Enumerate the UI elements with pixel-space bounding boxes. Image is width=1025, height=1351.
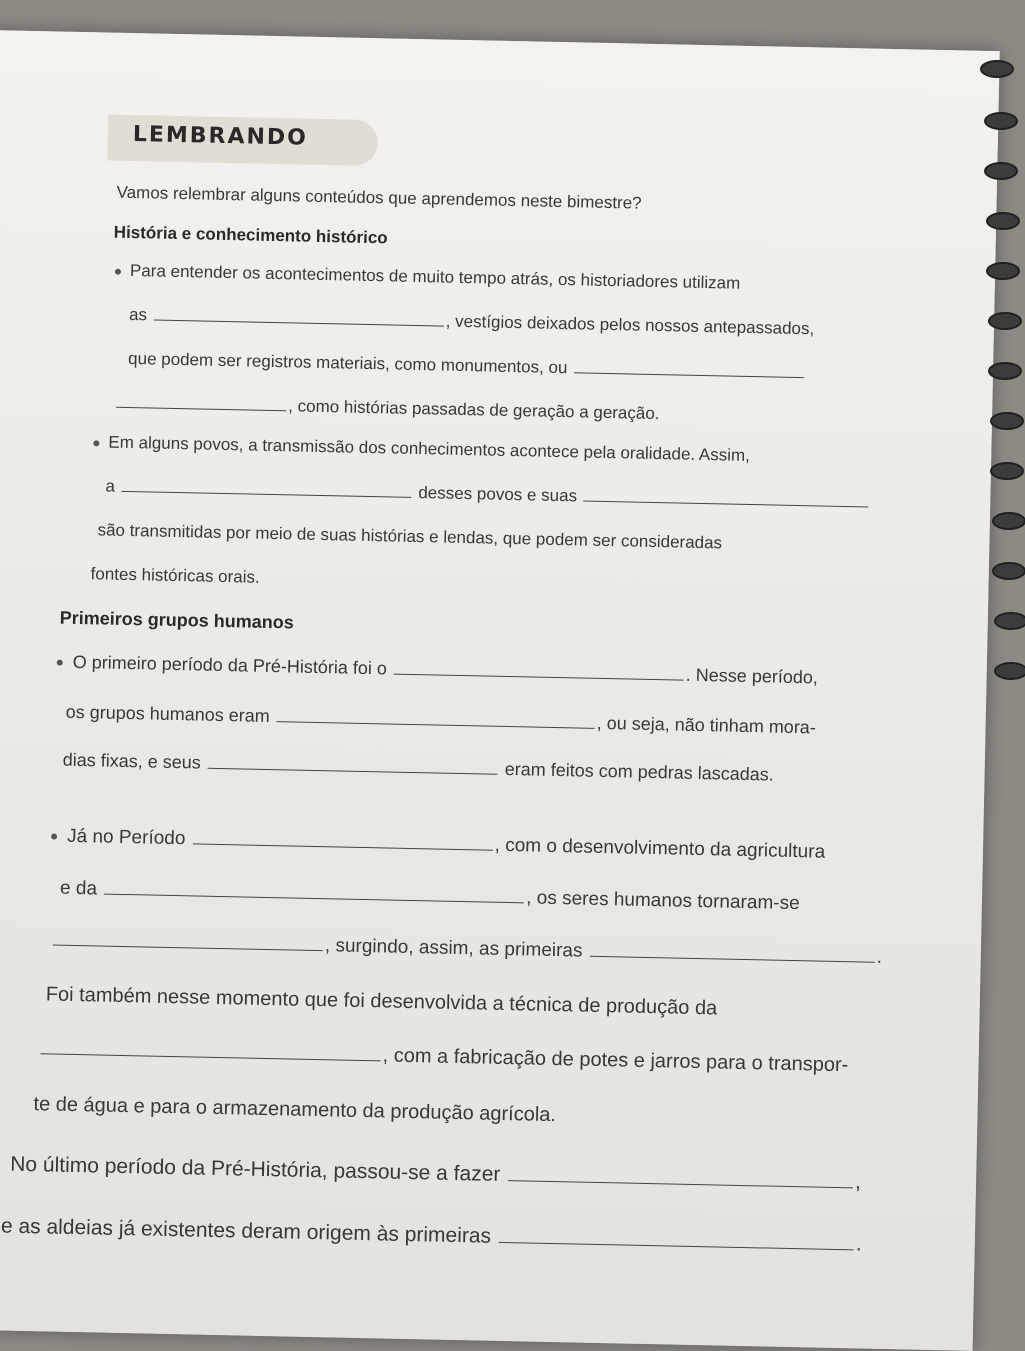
text-line: fontes históricas orais. [90,564,260,587]
text-line [10,1153,861,1195]
text-line [129,305,815,339]
binding-ring [986,212,1020,230]
answer-blank[interactable] [574,358,804,378]
text-fragment: , com o desenvolvimento da agricultura [494,834,826,863]
text-line: Em alguns povos, a transmissão dos conhecimentos acontece pela oralidade. Assim, [108,432,751,466]
text-fragment: . [855,1232,862,1256]
text-line [60,878,800,915]
binding-ring [992,562,1025,580]
text-line [105,477,871,513]
text-fragment: as [128,304,148,325]
text-fragment: desses povos e suas [418,483,578,506]
text-fragment: . Nesse período, [685,664,819,688]
text-fragment: e da [59,877,98,900]
answer-blank[interactable] [208,754,498,775]
answer-blank[interactable] [53,931,323,952]
binding-ring [990,462,1024,480]
binding-ring [988,312,1022,330]
text-line [63,750,775,786]
text-fragment: , [854,1170,862,1194]
text-line: te de água e para o armazenamento da produção agrícola. [33,1093,557,1127]
text-line [38,1037,848,1077]
answer-blank[interactable] [154,305,444,326]
binding-ring [980,60,1014,78]
text-line [1,1214,862,1256]
text-fragment: , vestígios deixados pelos nossos antepassados, [445,311,815,339]
text-line [114,393,660,424]
text-line [73,652,819,689]
text-line [51,929,882,968]
answer-blank[interactable] [590,942,875,963]
text-fragment: a [105,476,116,496]
binding-ring [984,112,1018,130]
text-fragment: , com a fabricação de potes e jarros para o transpor- [382,1044,849,1077]
binding-ring [992,512,1025,530]
binding-ring [994,612,1025,630]
binding-ring [988,362,1022,380]
bullet [115,269,121,275]
answer-blank[interactable] [116,393,286,412]
text-line [67,826,825,864]
binding-ring [990,412,1024,430]
text-fragment: , como histórias passadas de geração a geração. [287,396,660,424]
text-fragment: , surgindo, assim, as primeiras [324,935,583,962]
bullet [51,833,57,839]
text-fragment: . [876,946,883,968]
text-fragment: que podem ser registros materiais, como monumentos, ou [127,348,568,378]
answer-blank[interactable] [499,1228,854,1250]
answer-blank[interactable] [122,477,412,498]
answer-blank[interactable] [508,1166,853,1188]
text-line [66,702,817,739]
text-fragment: No último período da Pré-História, passou-se a fazer [10,1152,501,1186]
text-line: são transmitidas por meio de suas histórias e lendas, que podem ser consideradas [97,520,723,553]
text-fragment: e as aldeias já existentes deram origem às primeiras [0,1214,492,1248]
binding-ring [994,662,1025,680]
text-fragment: , os seres humanos tornaram-se [525,887,800,915]
worksheet-page [0,30,1000,1351]
binding-ring [986,262,1020,280]
answer-blank[interactable] [277,707,595,729]
section-heading-historia: História e conhecimento histórico [113,222,388,248]
bullet [93,440,99,446]
bullet [57,660,63,666]
text-line: Para entender os acontecimentos de muito tempo atrás, os historiadores utilizam [129,260,741,293]
answer-blank[interactable] [394,660,684,681]
answer-blank[interactable] [193,829,493,850]
spiral-binding [970,60,1025,1300]
answer-blank[interactable] [584,487,869,508]
text-line [128,349,806,383]
text-fragment: , ou seja, não tinham mora- [596,712,817,738]
text-line: Foi também nesse momento que foi desenvolvida a técnica de produção da [45,983,718,1020]
section-heading-primeiros: Primeiros grupos humanos [59,607,294,633]
text-fragment: O primeiro período da Pré-História foi o [72,651,388,679]
text-fragment: Já no Período [66,825,186,850]
binding-ring [984,162,1018,180]
intro-text: Vamos relembrar alguns conteúdos que aprendemos neste bimestre? [116,182,642,213]
answer-blank[interactable] [104,880,524,904]
page-title: LEMBRANDO [132,122,309,151]
text-fragment: os grupos humanos eram [65,701,271,727]
text-fragment: eram feitos com pedras lascadas. [504,758,775,785]
answer-blank[interactable] [41,1039,381,1061]
text-fragment: dias fixas, e seus [62,749,201,773]
